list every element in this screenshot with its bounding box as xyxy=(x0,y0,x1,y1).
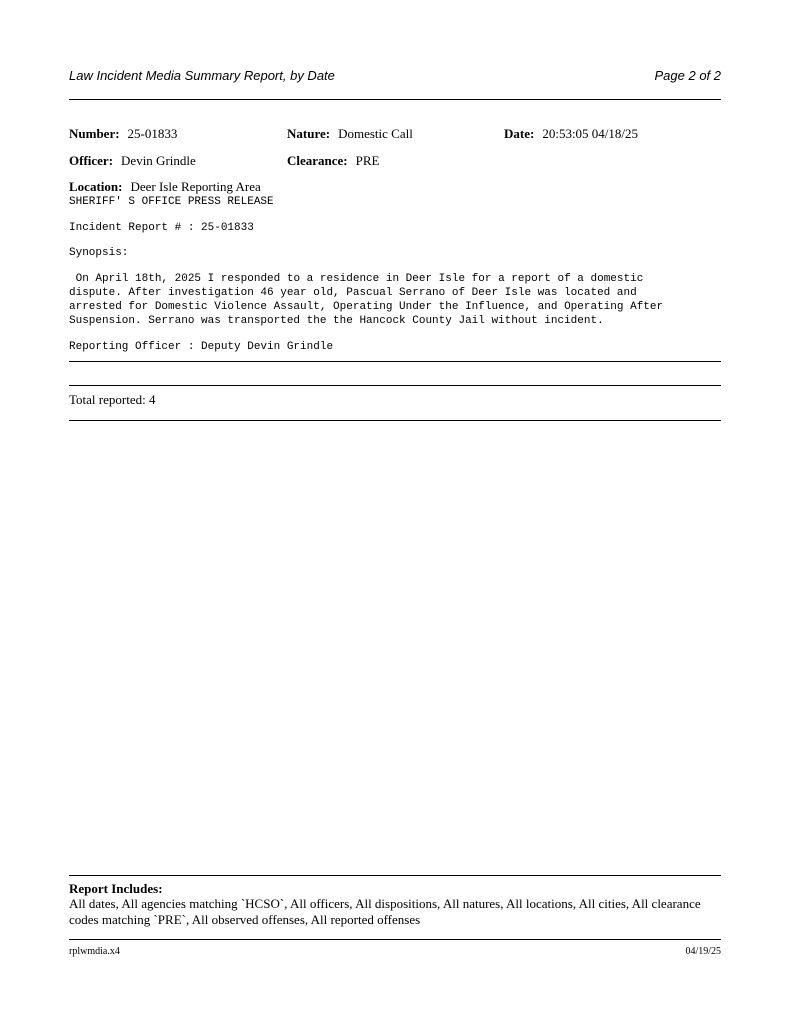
date-label: Date: xyxy=(504,126,535,141)
nature-field xyxy=(287,125,413,143)
footer-print-date: 04/19/25 xyxy=(685,946,721,957)
number-field xyxy=(69,125,177,143)
report-includes-text: All dates, All agencies matching `HCSO`, All officers, All dispositions, All natures, All locations, All cities, All clearance codes matching `PRE`, All observed offenses, All reported offenses xyxy=(69,896,701,927)
clearance-value: PRE xyxy=(355,153,380,168)
officer-value: Devin Grindle xyxy=(121,153,196,168)
page-indicator: Page 2 of 2 xyxy=(654,68,721,83)
number-label: Number: xyxy=(69,126,120,141)
footer-report-code: rplwmdia.x4 xyxy=(69,946,120,957)
incident-report-number: Incident Report # : 25-01833 xyxy=(69,222,254,234)
location-field xyxy=(69,178,261,196)
report-title: Law Incident Media Summary Report, by Date xyxy=(69,68,335,83)
clearance-field xyxy=(287,152,379,170)
synopsis-label: Synopsis: xyxy=(69,247,129,259)
total-reported: Total reported: 4 xyxy=(69,392,156,407)
clearance-label: Clearance: xyxy=(287,153,348,168)
date-value: 20:53:05 04/18/25 xyxy=(542,126,639,141)
location-value: Deer Isle Reporting Area xyxy=(130,179,261,194)
record-divider xyxy=(69,361,721,362)
synopsis-text: On April 18th, 2025 I responded to a residence in Deer Isle for a report of a domestic dispute. After investigation 46 year old, Pascual Serrano of Deer Isle was located and arrested for Domestic Violence Assault, Operating Under the Influence, and Operating After Suspension. Serrano was transported the the Hancock County Jail without incident. xyxy=(69,273,664,327)
press-release-heading: SHERIFF' S OFFICE PRESS RELEASE xyxy=(69,196,274,208)
officer-field xyxy=(69,152,196,170)
location-label: Location: xyxy=(69,179,123,194)
header-divider xyxy=(69,99,721,100)
report-includes-title: Report Includes: xyxy=(69,881,163,896)
officer-label: Officer: xyxy=(69,153,114,168)
total-bottom-divider xyxy=(69,420,721,421)
footer-divider xyxy=(69,939,721,940)
total-top-divider xyxy=(69,385,721,386)
date-field xyxy=(504,125,638,143)
includes-divider xyxy=(69,875,721,876)
reporting-officer: Reporting Officer : Deputy Devin Grindle xyxy=(69,341,334,353)
number-value: 25-01833 xyxy=(127,126,178,141)
nature-value: Domestic Call xyxy=(338,126,413,141)
nature-label: Nature: xyxy=(287,126,331,141)
